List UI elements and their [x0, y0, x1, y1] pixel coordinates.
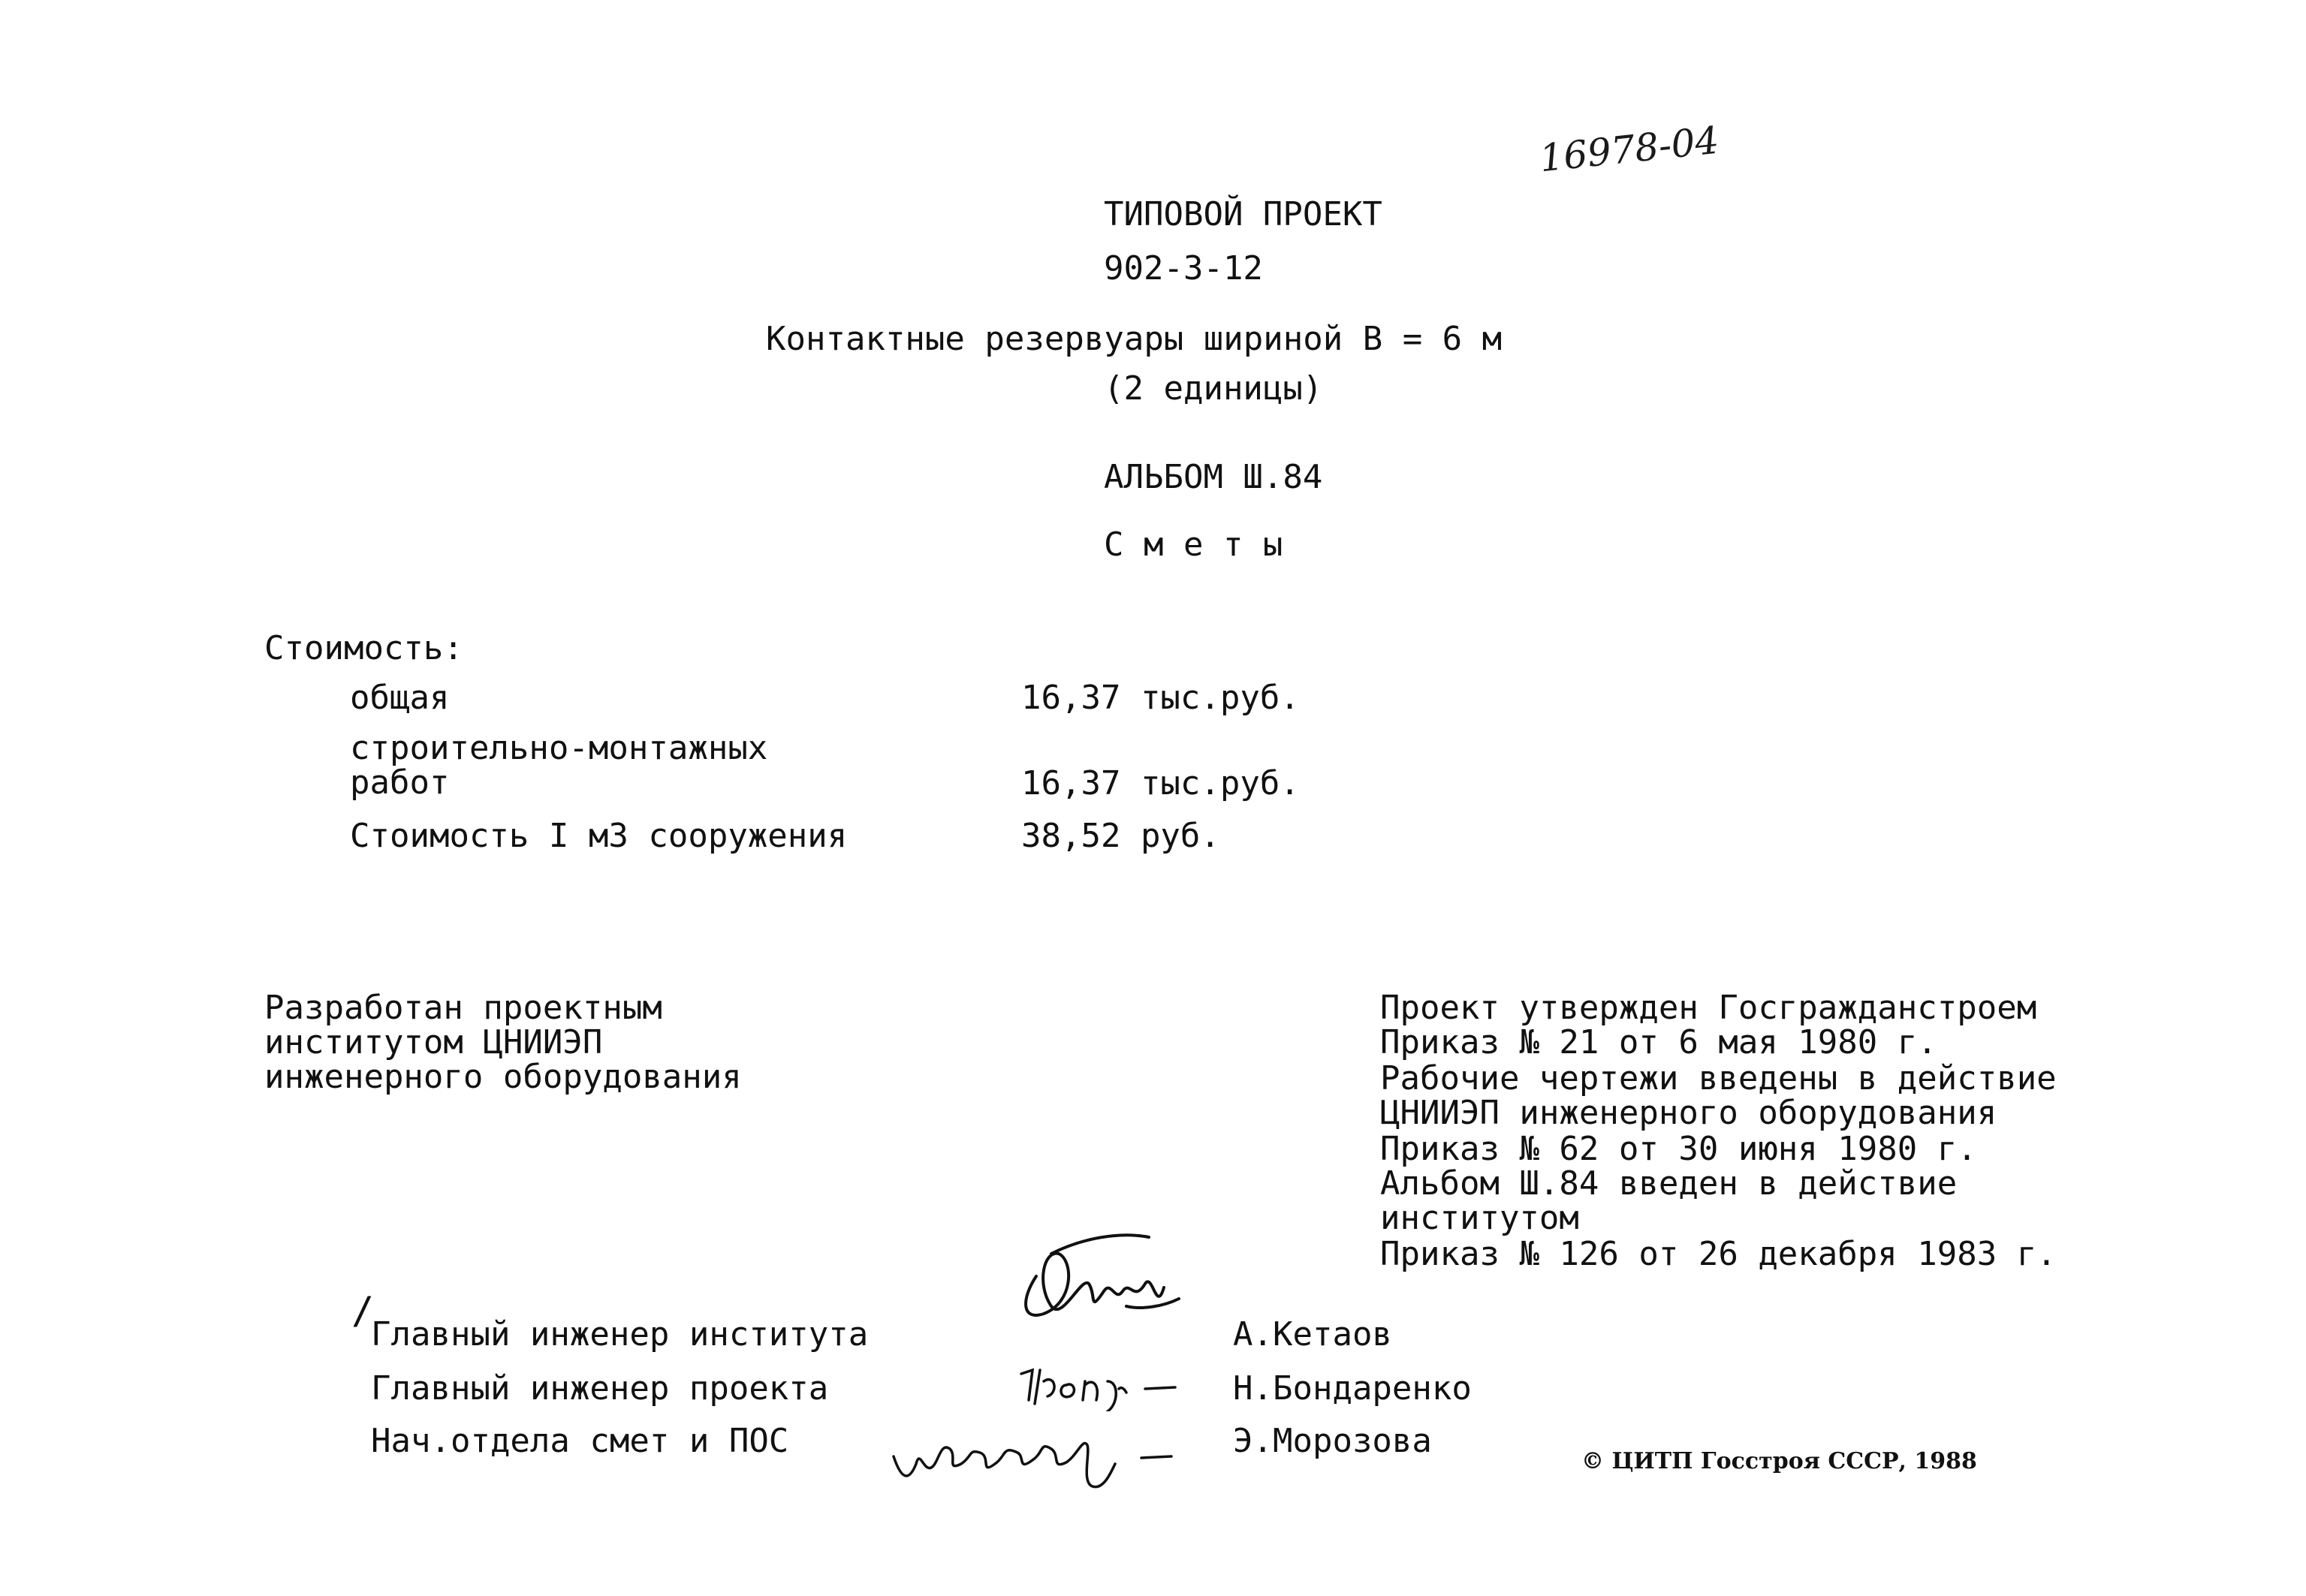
cost-heading: Стоимость:	[264, 629, 463, 667]
approval-line: Приказ № 21 от 6 мая 1980 г.	[1380, 1023, 1937, 1061]
cost-label-construction: строительно-монтажных работ	[350, 729, 768, 802]
cost-label-per-m3: Стоимость I м3 сооружения	[350, 817, 848, 855]
signature-chief-engineer-institute	[991, 1231, 1186, 1344]
cost-value-total: 16,37 тыс.руб.	[1021, 679, 1300, 717]
signature-name: А.Кетаов	[1233, 1315, 1392, 1354]
approval-line: Проект утвержден Госгражданстроем	[1380, 989, 2037, 1027]
approval-line: Приказ № 62 от 30 июня 1980 г.	[1380, 1130, 1977, 1168]
developer-line: инженерного оборудования	[264, 1058, 742, 1096]
project-subtitle: (2 единицы)	[1104, 369, 1323, 408]
approval-line: ЦНИИЭП инженерного оборудования	[1380, 1094, 1997, 1132]
cost-value-construction: 16,37 тыс.руб.	[1021, 764, 1300, 803]
cost-value-per-m3: 38,52 руб.	[1021, 817, 1220, 855]
developer-line: Разработан проектным	[264, 989, 662, 1027]
project-code: 902-3-12	[1104, 249, 1263, 288]
signature-role: Главный инженер проекта	[371, 1369, 829, 1408]
developer-line: институтом ЦНИИЭП	[264, 1023, 603, 1061]
approval-line: Приказ № 126 от 26 декабря 1983 г.	[1380, 1235, 2057, 1273]
signature-estimates-head	[886, 1411, 1224, 1501]
approval-line: Рабочие чертежи введены в действие	[1380, 1059, 2057, 1098]
signature-chief-engineer-project	[1014, 1359, 1186, 1411]
archive-number: 16978-04	[1537, 118, 1721, 181]
project-type: ТИПОВОЙ ПРОЕКТ	[1104, 195, 1382, 233]
cost-label-total: общая	[350, 679, 450, 717]
album-label: АЛЬБОМ Ш.84	[1104, 458, 1323, 496]
signature-role: Нач.отдела смет и ПОС	[371, 1422, 789, 1460]
approval-line: Альбом Ш.84 введен в действие	[1380, 1164, 1958, 1203]
copyright-note: © ЦИТП Госстроя СССР, 1988	[1581, 1448, 1977, 1474]
signature-name: Н.Бондаренко	[1233, 1369, 1472, 1408]
signature-role: Главный инженер института	[371, 1315, 869, 1354]
approval-line: институтом	[1380, 1199, 1579, 1237]
tick-mark: /	[351, 1289, 375, 1333]
project-title: Контактные резервуары шириной В = 6 м	[766, 320, 1503, 358]
signature-name: Э.Морозова	[1233, 1422, 1432, 1460]
section-title: С м е т ы	[1104, 525, 1283, 564]
